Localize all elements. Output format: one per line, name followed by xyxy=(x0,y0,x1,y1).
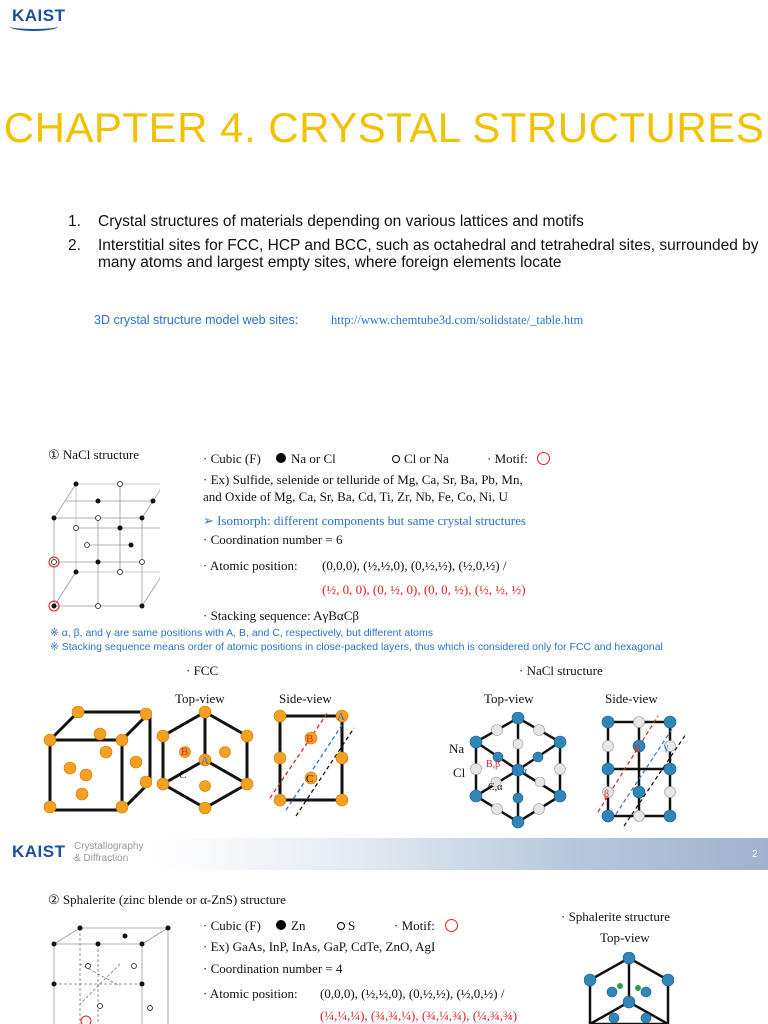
motif-label: · Motif: xyxy=(487,451,528,466)
na-atom-label: Na xyxy=(449,741,465,756)
nacl-side-b2-label: β xyxy=(604,789,610,800)
nacl-ex-line1: · Ex) Sulfide, selenide or telluride of Mg, Ca, Sr, Ba, Pb, Mn, xyxy=(203,472,523,487)
note-2: ※ Stacking sequence means order of atomic positions in close-packed layers, thus which is considered only for FCC and hexagonal xyxy=(50,641,663,653)
nacl-side-g-label: γ xyxy=(664,742,669,753)
sphalerite-coordination: · Coordination number = 4 xyxy=(203,961,343,976)
web-link[interactable]: http://www.chemtube3d.com/solidstate/_table.htm xyxy=(331,313,584,327)
list-item: Crystal structures of materials depending on various lattices and motifs xyxy=(98,213,584,230)
nacl-cubic: · Cubic (F) xyxy=(203,451,261,466)
nacl-atomic-black: (0,0,0), (½,½,0), (0,½,½), (½,0,½) / xyxy=(322,558,507,573)
nacl-stacking: · Stacking sequence: AγBαCβ xyxy=(203,608,360,623)
sphalerite-struct-label: · Sphalerite structure xyxy=(561,909,671,924)
isomorph-note: ➢ Isomorph: different components but same crystal structures xyxy=(203,513,526,528)
s-label: S xyxy=(348,918,356,933)
sphalerite-lattice-diagram xyxy=(40,924,180,1024)
nacl-lattice-diagram xyxy=(40,470,160,620)
nacl-ca-label: C,α xyxy=(488,782,503,793)
web-label: 3D crystal structure model web sites: xyxy=(94,313,299,327)
fcc-side-view-label: Side-view xyxy=(279,691,332,706)
motif-circle-icon xyxy=(445,919,458,932)
note-1: ※ α, β, and γ are same positions with A, B, and C, respectively, but different atoms xyxy=(50,627,433,639)
list-number: 2. xyxy=(68,237,81,254)
sphalerite-ex: · Ex) GaAs, InP, InAs, GaP, CdTe, ZnO, AgI xyxy=(203,939,436,954)
open-dot-icon xyxy=(337,922,345,930)
nacl-atomic-red: (½, 0, 0), (0, ½, 0), (0, 0, ½), (½, ½, ½) xyxy=(322,582,526,597)
footer-course-line1: Crystallography xyxy=(74,841,144,852)
fcc-cube-diagram xyxy=(42,706,152,814)
sphalerite-top-view-label: Top-view xyxy=(600,930,650,945)
nacl-coordination: · Coordination number = 6 xyxy=(203,532,343,547)
cl-or-na-label: Cl or Na xyxy=(404,451,449,466)
kaist-logo: KAIST xyxy=(12,6,66,25)
nacl-heading: ① NaCl structure xyxy=(48,447,140,462)
sphalerite-cubic: · Cubic (F) xyxy=(203,918,261,933)
motif-circle-icon xyxy=(537,452,550,465)
nacl-top-view-diagram xyxy=(468,712,568,830)
sphalerite-heading: ② Sphalerite (zinc blende or α-ZnS) structure xyxy=(48,892,286,907)
page-title: CHAPTER 4. CRYSTAL STRUCTURES xyxy=(3,104,765,151)
open-dot-icon xyxy=(392,455,400,463)
footer-logo: KAIST xyxy=(12,842,66,861)
zn-label: Zn xyxy=(291,918,306,933)
nacl-side-view-label: Side-view xyxy=(605,691,658,706)
sphalerite-atomic-red: (¼,¼,¼), (¾,¾,¼), (¾,¼,¾), (¼,¾,¾) xyxy=(320,1008,518,1023)
fcc-side-b-label: B xyxy=(306,733,314,745)
list-number: 1. xyxy=(68,213,81,230)
fcc-b-label: B xyxy=(181,746,189,758)
nacl-struct-label: · NaCl structure xyxy=(519,663,603,678)
filled-dot-icon xyxy=(276,920,286,930)
fcc-label: · FCC xyxy=(186,663,219,678)
page-number: 2 xyxy=(752,849,758,860)
nacl-top-view-label: Top-view xyxy=(484,691,534,706)
na-or-cl-label: Na or Cl xyxy=(291,451,336,466)
intro-list xyxy=(68,213,758,293)
kaist-logo-swoosh xyxy=(10,22,58,31)
sphalerite-motif-label: · Motif: xyxy=(394,918,435,933)
nacl-side-view-diagram xyxy=(594,712,690,828)
sphalerite-atomic-label: · Atomic position: xyxy=(203,986,298,1001)
nacl-bb-label: B,β xyxy=(486,759,501,770)
fcc-side-a-label: A xyxy=(337,711,345,723)
fcc-top-view-label: Top-view xyxy=(175,691,225,706)
fcc-side-view-diagram xyxy=(266,706,356,818)
list-item: Interstitial sites for FCC, HCP and BCC, such as octahedral and tetrahedral sites, surrounded by many atoms and largest empty sites, where foreign elements locate xyxy=(98,237,759,271)
fcc-side-c-label: C xyxy=(306,773,314,785)
fcc-c-label: C xyxy=(179,769,187,781)
fcc-top-view-diagram xyxy=(155,706,255,814)
nacl-aa-label: A,α xyxy=(512,766,527,777)
fcc-a-label: A xyxy=(201,755,209,767)
filled-dot-icon xyxy=(276,453,286,463)
footer-course-line2: & Diffraction xyxy=(74,853,129,864)
nacl-atomic-label: · Atomic position: xyxy=(203,558,298,573)
nacl-ex-line2: and Oxide of Mg, Ca, Sr, Ba, Cd, Ti, Zr, Nb, Fe, Co, Ni, U xyxy=(203,489,508,504)
cl-atom-label: Cl xyxy=(453,765,466,780)
sphalerite-atomic-black: (0,0,0), (½,½,0), (0,½,½), (½,0,½) / xyxy=(320,986,505,1001)
nacl-side-b-label: B xyxy=(634,744,641,755)
sphalerite-top-view-diagram xyxy=(584,952,674,1024)
